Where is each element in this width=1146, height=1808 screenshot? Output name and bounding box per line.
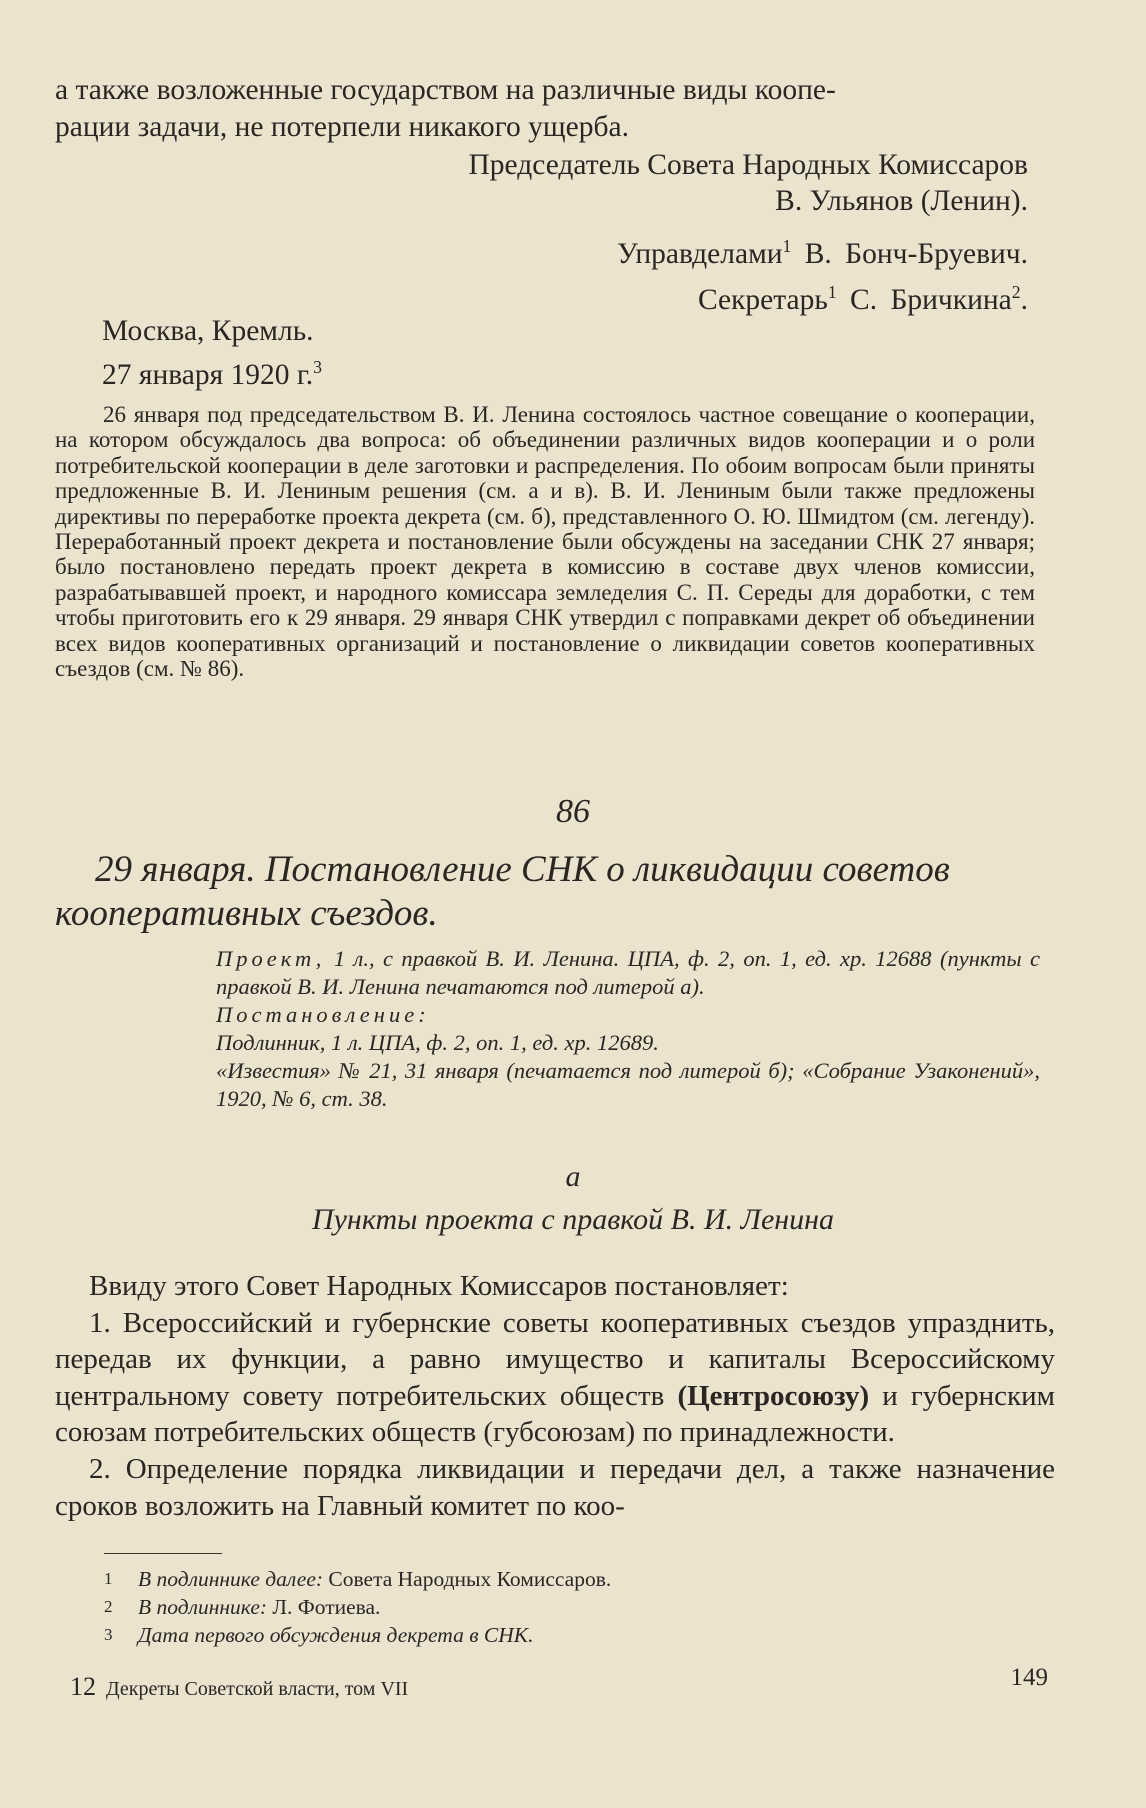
item1-text-after: и губернским союзам потребительских обществ (губсоюзам) по принадлежности.	[55, 1379, 1056, 1449]
footnote-2	[104, 1593, 380, 1621]
footnote-1-text: Совета Народных Комиссаров.	[328, 1567, 612, 1591]
signature-secretary	[698, 274, 1028, 318]
decision-label: Постановление:	[216, 1002, 430, 1027]
signature-manager	[617, 228, 1028, 272]
project-label: Проект,	[216, 946, 326, 971]
footnote-3-italic: Дата первого обсуждения декрета в СНК.	[138, 1623, 534, 1647]
footnote-divider	[104, 1553, 222, 1554]
item1-text-before: 1. Всероссийский и губернские советы кооперативных съездов упразднить, передав их функции, а равно имущество и капиталы Всероссийскому центральному совету потребительских обществ	[55, 1306, 1055, 1412]
footnote-1	[104, 1565, 611, 1593]
decree-item-1	[55, 1305, 1055, 1451]
sheet-number: 12	[70, 1672, 96, 1701]
original-text: Подлинник, 1 л. ЦПА, ф. 2, оп. 1, ед. хр. 12689.	[216, 1030, 659, 1055]
document-title: 29 января. Постановление СНК о ликвидации советов кооперативных съездов.	[55, 849, 950, 934]
page-number: 149	[1010, 1664, 1048, 1691]
archival-sources	[216, 945, 1040, 1113]
section-title: Пункты проекта с правкой В. И. Ленина	[311, 1203, 835, 1236]
decree-intro: Ввиду этого Совет Народных Комиссаров постановляет:	[89, 1270, 789, 1302]
publication-text: «Известия» № 21, 31 января (печатается под литерой б); «Собрание Узаконений», 1920, № 6, ст. 38.	[216, 1058, 1040, 1111]
date-footnote-mark: 3	[313, 357, 322, 377]
chair-title: Председатель Совета Народных Комиссаров	[468, 149, 1028, 181]
item1-bold: (Центросоюзу)	[677, 1379, 870, 1412]
footnote-3-number: 3	[104, 1625, 113, 1644]
manager-title: Управделами	[617, 237, 783, 270]
continuation-line-2: рации задачи, не потерпели никакого ущерба.	[55, 111, 629, 143]
footnote-2-italic: В подлиннике:	[138, 1595, 268, 1619]
page-footer	[70, 1672, 408, 1702]
section-letter: а	[565, 1160, 581, 1193]
document-number: 86	[556, 793, 590, 830]
continuation-text	[55, 72, 1055, 146]
footnote-3	[104, 1621, 533, 1649]
footnote-2-text: Л. Фотиева.	[272, 1595, 381, 1619]
project-text: 1 л., с правкой В. И. Ленина. ЦПА, ф. 2, оп. 1, ед. хр. 12688 (пункты с правкой В. И. Ленина печатаются под литерой а).	[216, 946, 1041, 999]
decree-text	[55, 1268, 1055, 1524]
place: Москва, Кремль.	[102, 315, 314, 347]
manager-footnote-mark: 1	[782, 236, 792, 256]
continuation-line-1: а также возложенные государством на различные виды коопе-	[55, 74, 836, 106]
decree-item-2: 2. Определение порядка ликвидации и передачи дел, а также назначение сроков возложить на Главный комитет по коо-	[55, 1452, 1055, 1522]
footnote-1-italic: В подлиннике далее:	[138, 1567, 324, 1591]
secretary-name-footnote-mark: 2	[1011, 282, 1021, 302]
place-date	[102, 313, 322, 393]
signature-chair	[468, 147, 1028, 219]
book-title: Декреты Советской власти, том VII	[106, 1678, 409, 1700]
secretary-footnote-mark: 1	[827, 282, 837, 302]
editorial-note: 26 января под председательством В. И. Ленина состоялось частное совещание о кооперации, на котором обсуждалось два вопроса: об объединении различных видов кооперации и о роли потребительской кооперации в деле заготовки и распределения. По обоим вопросам были приняты предложенные В. И. Лениным решения (см. а и в). В. И. Лениным были также предложены директивы по переработке проекта декрета (см. б), представленного О. Ю. Шмидтом (см. легенду). Переработанный проект декрета и постановление были обсуждены на заседании СНК 27 января; было постановлено передать проект декрета в комиссию в составе двух членов комиссии, разрабатывавшей проект, и народного комиссара земледелия С. П. Середы для доработки, с тем чтобы приготовить его к 29 января. 29 января СНК утвердил с поправками декрет об объединении всех видов кооперативных организаций и постановление о ликвидации советов кооперативных съездов (см. № 86).	[55, 402, 1035, 682]
secretary-title: Секретарь	[697, 283, 828, 316]
secretary-name: С. Бричкина	[850, 283, 1012, 316]
date: 27 января 1920 г.	[102, 358, 314, 391]
manager-name: В. Бонч-Бруевич.	[804, 237, 1028, 270]
footnote-1-number: 1	[104, 1569, 113, 1588]
footnote-2-number: 2	[104, 1597, 113, 1616]
secretary-end: .	[1020, 283, 1028, 316]
chair-name: В. Ульянов (Ленин).	[775, 185, 1028, 217]
